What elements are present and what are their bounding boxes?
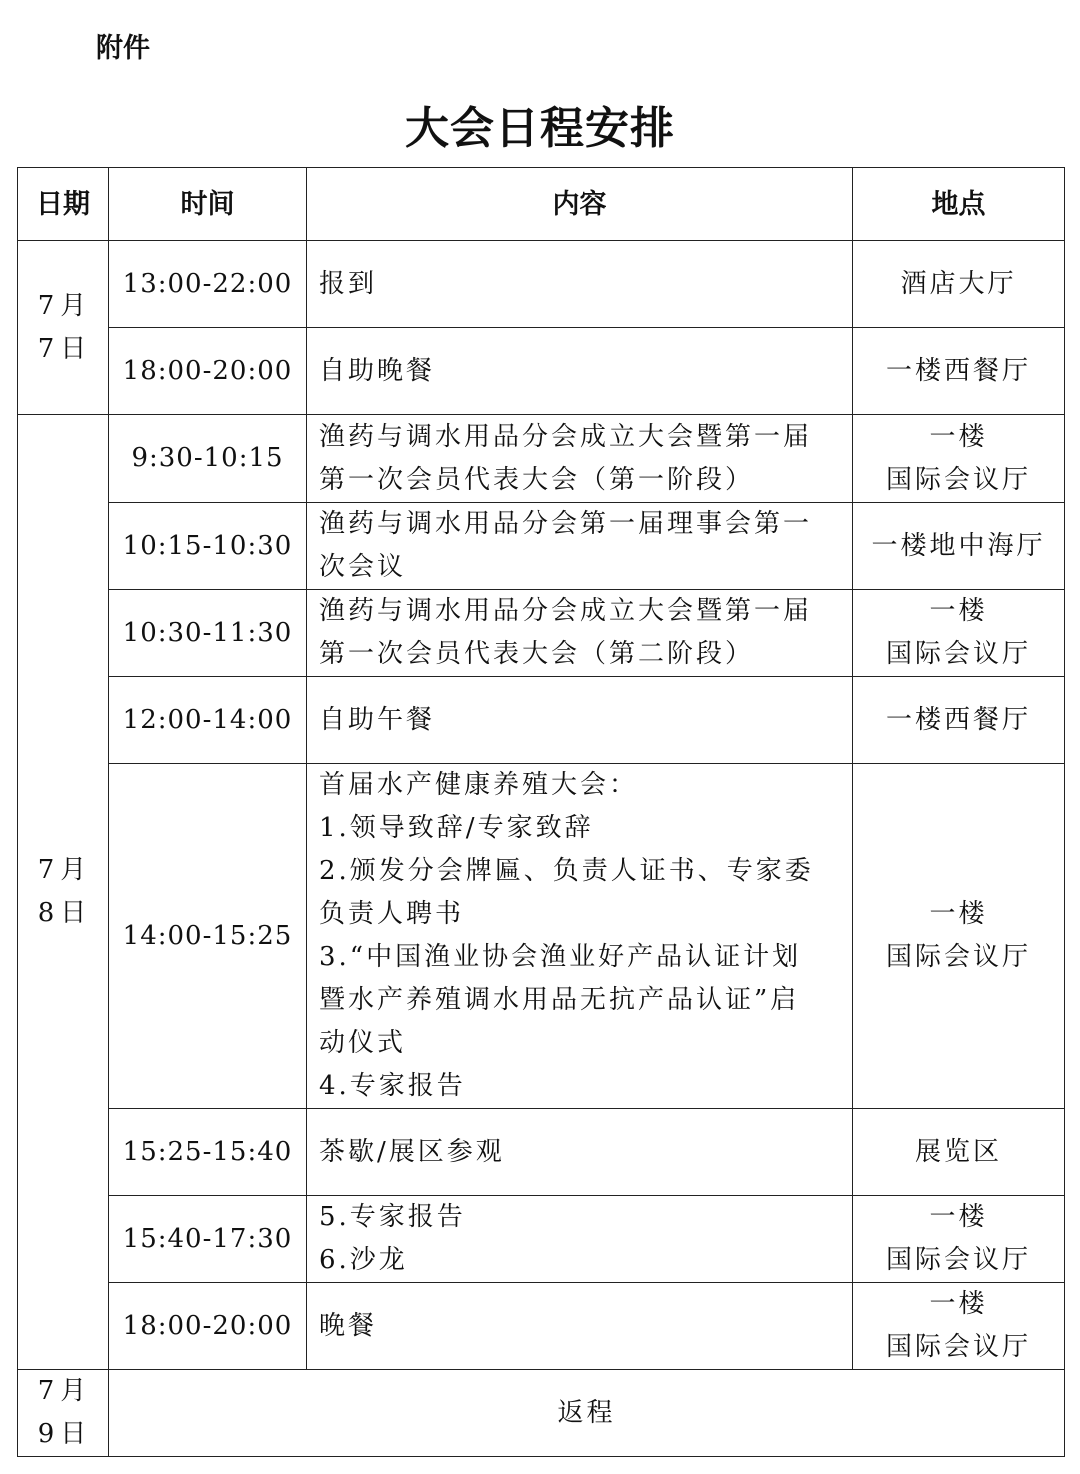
place-line: 一楼: [929, 596, 988, 626]
time-cell: 13:00-22:00: [109, 241, 307, 328]
table-row: [18, 764, 1065, 1109]
content-line: 自助午餐: [319, 704, 436, 735]
return-cell: 返程: [109, 1370, 1065, 1457]
date-line: 7月: [37, 290, 93, 321]
place-cell: [853, 677, 1065, 764]
content-cell: [307, 241, 853, 328]
time-cell: 10:15-10:30: [109, 503, 307, 590]
schedule-table: [17, 167, 1065, 1457]
place-line: 一楼: [929, 421, 988, 452]
content-line: 渔药与调水用品分会成立大会暨第一届: [319, 421, 813, 452]
place-line: 酒店大厅: [900, 268, 1017, 299]
place-cell: [853, 415, 1065, 503]
content-line: 第一次会员代表大会（第二阶段）: [319, 639, 755, 669]
content-cell: [307, 503, 853, 590]
content-cell: [307, 1196, 853, 1283]
date-line: 7月: [37, 1376, 93, 1406]
header-time: 时间: [109, 168, 307, 241]
header-date: 日期: [18, 168, 109, 241]
time-cell: 14:00-15:25: [109, 764, 307, 1109]
date-cell: [18, 415, 109, 1370]
content-line: 负责人聘书: [319, 899, 465, 929]
place-cell: [853, 1196, 1065, 1283]
date-line: 7日: [37, 333, 93, 364]
time-cell: 10:30-11:30: [109, 590, 307, 677]
content-cell: [307, 1283, 853, 1370]
table-row: [18, 241, 1065, 328]
content-line: 3.“中国渔业协会渔业好产品认证计划: [319, 942, 802, 972]
table-row: [18, 328, 1065, 415]
attachment-label: 附件: [96, 33, 150, 64]
table-row: [18, 1283, 1065, 1370]
place-cell: [853, 503, 1065, 590]
time-cell: 15:25-15:40: [109, 1109, 307, 1196]
date-cell: [18, 1370, 109, 1457]
content-line: 动仪式: [319, 1028, 407, 1058]
place-cell: [853, 1283, 1065, 1370]
date-cell: [18, 241, 109, 415]
table-row: [18, 677, 1065, 764]
place-line: 国际会议厅: [885, 464, 1031, 495]
time-cell: 12:00-14:00: [109, 677, 307, 764]
content-cell: [307, 1109, 853, 1196]
date-line: 8日: [37, 898, 93, 928]
content-line: 渔药与调水用品分会第一届理事会第一: [319, 509, 813, 539]
content-line: 渔药与调水用品分会成立大会暨第一届: [319, 596, 813, 626]
content-line: 5.专家报告: [319, 1202, 466, 1232]
place-cell: [853, 590, 1065, 677]
time-cell: 18:00-20:00: [109, 1283, 307, 1370]
table-row: [18, 1109, 1065, 1196]
place-line: 国际会议厅: [885, 639, 1031, 669]
place-line: 一楼: [929, 899, 988, 929]
content-line: 次会议: [319, 552, 407, 582]
time-cell: 9:30-10:15: [109, 415, 307, 503]
content-line: 暨水产养殖调水用品无抗产品认证”启: [319, 985, 800, 1015]
content-line: 4.专家报告: [319, 1071, 466, 1101]
content-line: 第一次会员代表大会（第一阶段）: [319, 464, 755, 495]
table-row: [18, 503, 1065, 590]
table-row: [18, 590, 1065, 677]
place-line: 国际会议厅: [885, 1245, 1031, 1275]
table-row: [18, 1370, 1065, 1457]
content-line: 首届水产健康养殖大会：: [319, 770, 639, 800]
place-cell: [853, 241, 1065, 328]
content-cell: [307, 415, 853, 503]
place-line: 一楼西餐厅: [885, 704, 1031, 735]
place-cell: [853, 1109, 1065, 1196]
place-cell: [853, 328, 1065, 415]
header-content: 内容: [307, 168, 853, 241]
content-cell: [307, 764, 853, 1109]
content-cell: [307, 328, 853, 415]
place-line: 展览区: [914, 1136, 1002, 1167]
place-line: 一楼: [929, 1289, 988, 1319]
place-line: 一楼: [929, 1202, 988, 1232]
content-line: 自助晚餐: [319, 355, 436, 386]
place-line: 国际会议厅: [885, 942, 1031, 972]
time-cell: 15:40-17:30: [109, 1196, 307, 1283]
content-line: 报到: [319, 268, 378, 299]
place-line: 国际会议厅: [885, 1332, 1031, 1362]
content-line: 晚餐: [319, 1310, 378, 1341]
date-line: 9日: [37, 1419, 93, 1449]
header-row: [18, 168, 1065, 241]
time-cell: 18:00-20:00: [109, 328, 307, 415]
content-line: 1.领导致辞/专家致辞: [319, 813, 594, 843]
place-line: 一楼地中海厅: [871, 530, 1046, 561]
page-title: 大会日程安排: [405, 103, 675, 154]
header-place: 地点: [853, 168, 1065, 241]
content-line: 2.颁发分会牌匾、负责人证书、专家委: [319, 856, 814, 886]
table-row: [18, 1196, 1065, 1283]
date-line: 7月: [37, 855, 93, 885]
table-row: [18, 415, 1065, 503]
content-line: 6.沙龙: [319, 1245, 408, 1275]
place-cell: [853, 764, 1065, 1109]
content-cell: [307, 590, 853, 677]
content-line: 茶歇/展区参观: [319, 1136, 505, 1167]
content-cell: [307, 677, 853, 764]
place-line: 一楼西餐厅: [885, 355, 1031, 386]
